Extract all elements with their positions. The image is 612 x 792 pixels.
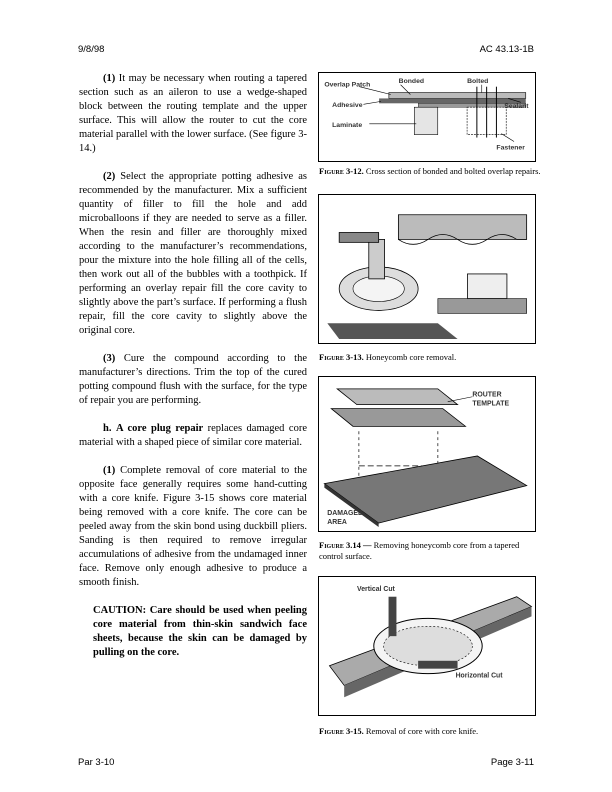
label-vertical-cut: Vertical Cut (357, 585, 395, 593)
figure-3-12-illustration (318, 72, 536, 162)
figure-3-14-illustration (318, 376, 536, 532)
label-router: ROUTER (472, 391, 502, 399)
label-horizontal-cut: Horizontal Cut (455, 672, 503, 680)
paragraph-number: (2) (103, 171, 116, 182)
paragraph-1 (79, 72, 307, 156)
header-date: 9/8/98 (78, 44, 105, 55)
label-area: AREA (327, 519, 347, 527)
figure-label: Figure 3-15. (319, 726, 364, 736)
label-laminate: Laminate (332, 121, 363, 129)
footer-paragraph-ref: Par 3-10 (78, 757, 115, 768)
figure-label: Figure 3.14 — (319, 540, 372, 550)
label-bolted: Bolted (467, 77, 489, 85)
figure-label: Figure 3-13. (319, 352, 364, 362)
figure-3-15-illustration (318, 576, 536, 716)
caution-note: CAUTION: Care should be used when peeling core material from thin-skin sandwich face sheets, because the skin can be damaged by pulling on the core. (93, 605, 307, 658)
label-fastener: Fastener (496, 144, 525, 152)
section-letter: h. (103, 423, 112, 434)
paragraph-number: (1) (103, 73, 116, 84)
figure-3-14-caption (319, 540, 541, 562)
label-overlap-patch: Overlap Patch (324, 81, 371, 89)
body-text-column (79, 72, 307, 660)
caption-text: Honeycomb core removal. (363, 352, 457, 362)
label-adhesive: Adhesive (332, 102, 363, 110)
label-bonded: Bonded (398, 77, 425, 85)
paragraph-number: (3) (103, 353, 116, 364)
label-sealant: Sealant (504, 103, 529, 111)
label-template: TEMPLATE (472, 400, 510, 408)
paragraph-3 (79, 352, 307, 408)
section-heading: A core plug repair (115, 423, 204, 434)
header-doc-number: AC 43.13-1B (479, 44, 534, 55)
paragraph-2 (79, 170, 307, 338)
footer-page-number: Page 3-11 (490, 757, 534, 768)
figure-3-12-caption (319, 166, 541, 177)
figure-3-13-caption (319, 352, 541, 363)
figure-3-13-illustration (318, 194, 536, 344)
caption-text: Removal of core with core knife. (363, 726, 479, 736)
paragraph-text: Cure the compound according to the manufacturer’s directions. Trim the top of the cured potting compound flush with the surface, for the type of repair you are performing. (79, 353, 307, 406)
paragraph-text: Complete removal of core material to the opposite face generally requires some hand-cutting with a core knife. Figure 3-15 shows core material being removed with a core knife. The core can be peeled away from the skin bond using duckbill pliers. Sanding is then required to remove irregular accumulations of adhesive from the undamaged inner face. Remove only enough adhesive to produce a smooth finish. (79, 465, 307, 588)
section-h (79, 422, 307, 450)
label-damaged: DAMAGED (327, 510, 363, 518)
section-text: replaces damaged core material with a shaped piece of similar core material. (79, 423, 308, 448)
paragraph-text: Select the appropriate potting adhesive as recommended by the manufacturer. Mix a sufficient quantity of filler to fill the hole and add microballoons if they are needed to serve as a filler. When the resin and filler are thoroughly mixed according to the manufacturer’s recommendations, pour the mixture into the hole filling all of the cells, then work out all of the bubbles with a toothpick. If performing an overlay repair fill the core cavity to slightly above the part’s surface. If performing a flush repair, fill the core cavity to slightly above the original core. (79, 171, 307, 336)
paragraph-4 (79, 464, 307, 590)
caption-text: Removing honeycomb core from a tapered control surface. (319, 540, 520, 561)
figure-label: Figure 3-12. (319, 166, 364, 176)
caption-text: Cross section of bonded and bolted overlap repairs. (363, 166, 541, 176)
paragraph-text: It may be necessary when routing a tapered section such as an aileron to use a wedge-shaped block between the routing template and the upper surface. This will allow the router to cut the core material parallel with the lower surface. (See figure 3-14.) (79, 73, 307, 154)
figure-3-15-caption (319, 726, 541, 737)
paragraph-number: (1) (103, 465, 116, 476)
